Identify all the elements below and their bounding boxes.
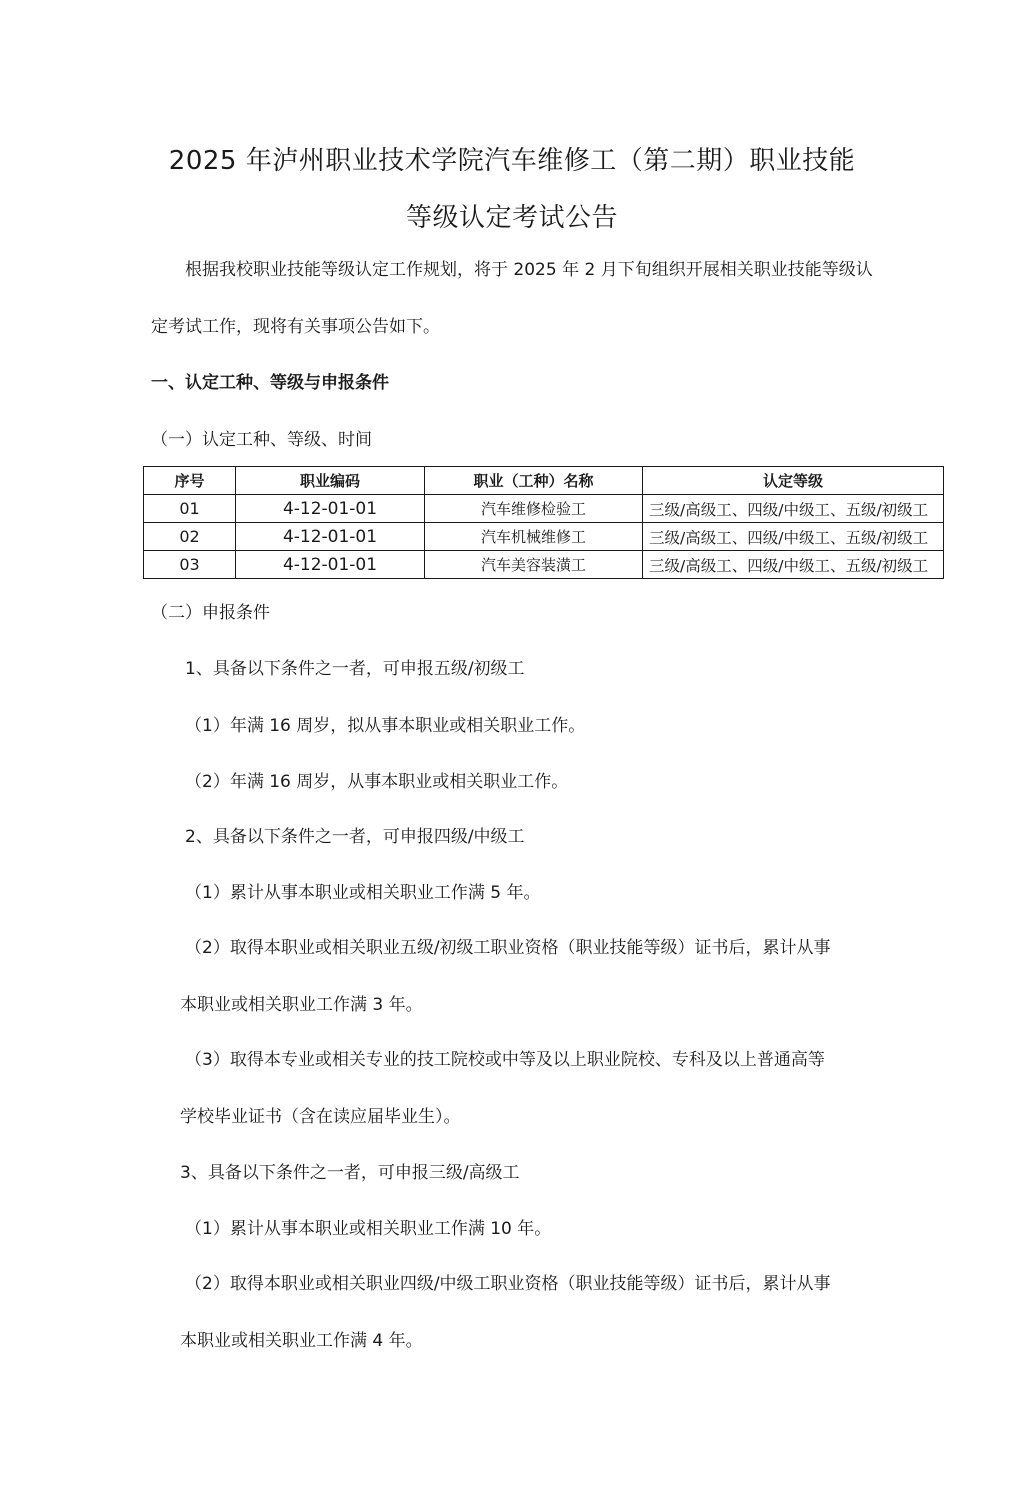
condition-2-item-3-line-2: 学校毕业证书（含在读应届毕业生）。 [180, 1107, 461, 1127]
document-title-line-1: 2025 年泸州职业技术学院汽车维修工（第二期）职业技能 [168, 146, 856, 176]
condition-2-item-2-line-1: （2）取得本职业或相关职业五级/初级工职业资格（职业技能等级）证书后，累计从事 [185, 938, 831, 958]
condition-2-title: 2、具备以下条件之一者，可申报四级/中级工 [185, 827, 525, 847]
table-row [144, 523, 944, 551]
condition-1-item-1: （1）年满 16 周岁，拟从事本职业或相关职业工作。 [185, 716, 586, 736]
intro-line-2: 定考试工作，现将有关事项公告如下。 [151, 317, 440, 337]
condition-2-item-2-line-2: 本职业或相关职业工作满 3 年。 [180, 995, 423, 1015]
cell-level: 三级/高级工、四级/中级工、五级/初级工 [643, 523, 944, 551]
condition-2-item-3-line-1: （3）取得本专业或相关专业的技工院校或中等及以上职业院校、专科及以上普通高等 [185, 1050, 825, 1070]
cell-serial: 03 [144, 551, 236, 579]
cell-code: 4-12-01-01 [236, 523, 425, 551]
cell-code: 4-12-01-01 [236, 551, 425, 579]
cell-occupation: 汽车机械维修工 [425, 523, 643, 551]
cell-serial: 02 [144, 523, 236, 551]
section-1-heading: 一、认定工种、等级与申报条件 [151, 373, 389, 393]
condition-3-title: 3、具备以下条件之一者，可申报三级/高级工 [180, 1163, 520, 1183]
condition-2-item-1: （1）累计从事本职业或相关职业工作满 5 年。 [185, 883, 541, 903]
cell-occupation: 汽车美容装潢工 [425, 551, 643, 579]
condition-3-item-1: （1）累计从事本职业或相关职业工作满 10 年。 [185, 1219, 552, 1239]
cell-serial: 01 [144, 495, 236, 523]
condition-3-item-2-line-2: 本职业或相关职业工作满 4 年。 [180, 1331, 423, 1351]
intro-line-1: 根据我校职业技能等级认定工作规划，将于 2025 年 2 月下旬组织开展相关职业技能等级认 [185, 260, 873, 280]
cell-level: 三级/高级工、四级/中级工、五级/初级工 [643, 551, 944, 579]
cell-code: 4-12-01-01 [236, 495, 425, 523]
header-code: 职业编码 [236, 467, 425, 495]
header-level: 认定等级 [643, 467, 944, 495]
table-header-row [144, 467, 944, 495]
cell-occupation: 汽车维修检验工 [425, 495, 643, 523]
condition-3-item-2-line-1: （2）取得本职业或相关职业四级/中级工职业资格（职业技能等级）证书后，累计从事 [185, 1274, 831, 1294]
subsection-1-heading: （一）认定工种、等级、时间 [151, 430, 372, 450]
condition-1-title: 1、具备以下条件之一者，可申报五级/初级工 [185, 659, 525, 679]
table-row [144, 495, 944, 523]
header-occupation: 职业（工种）名称 [425, 467, 643, 495]
table-row [144, 551, 944, 579]
cell-level: 三级/高级工、四级/中级工、五级/初级工 [643, 495, 944, 523]
certification-table [143, 466, 944, 579]
subsection-2-heading: （二）申报条件 [151, 603, 270, 623]
condition-1-item-2: （2）年满 16 周岁，从事本职业或相关职业工作。 [185, 772, 569, 792]
document-title-line-2: 等级认定考试公告 [405, 203, 618, 233]
header-serial: 序号 [144, 467, 236, 495]
